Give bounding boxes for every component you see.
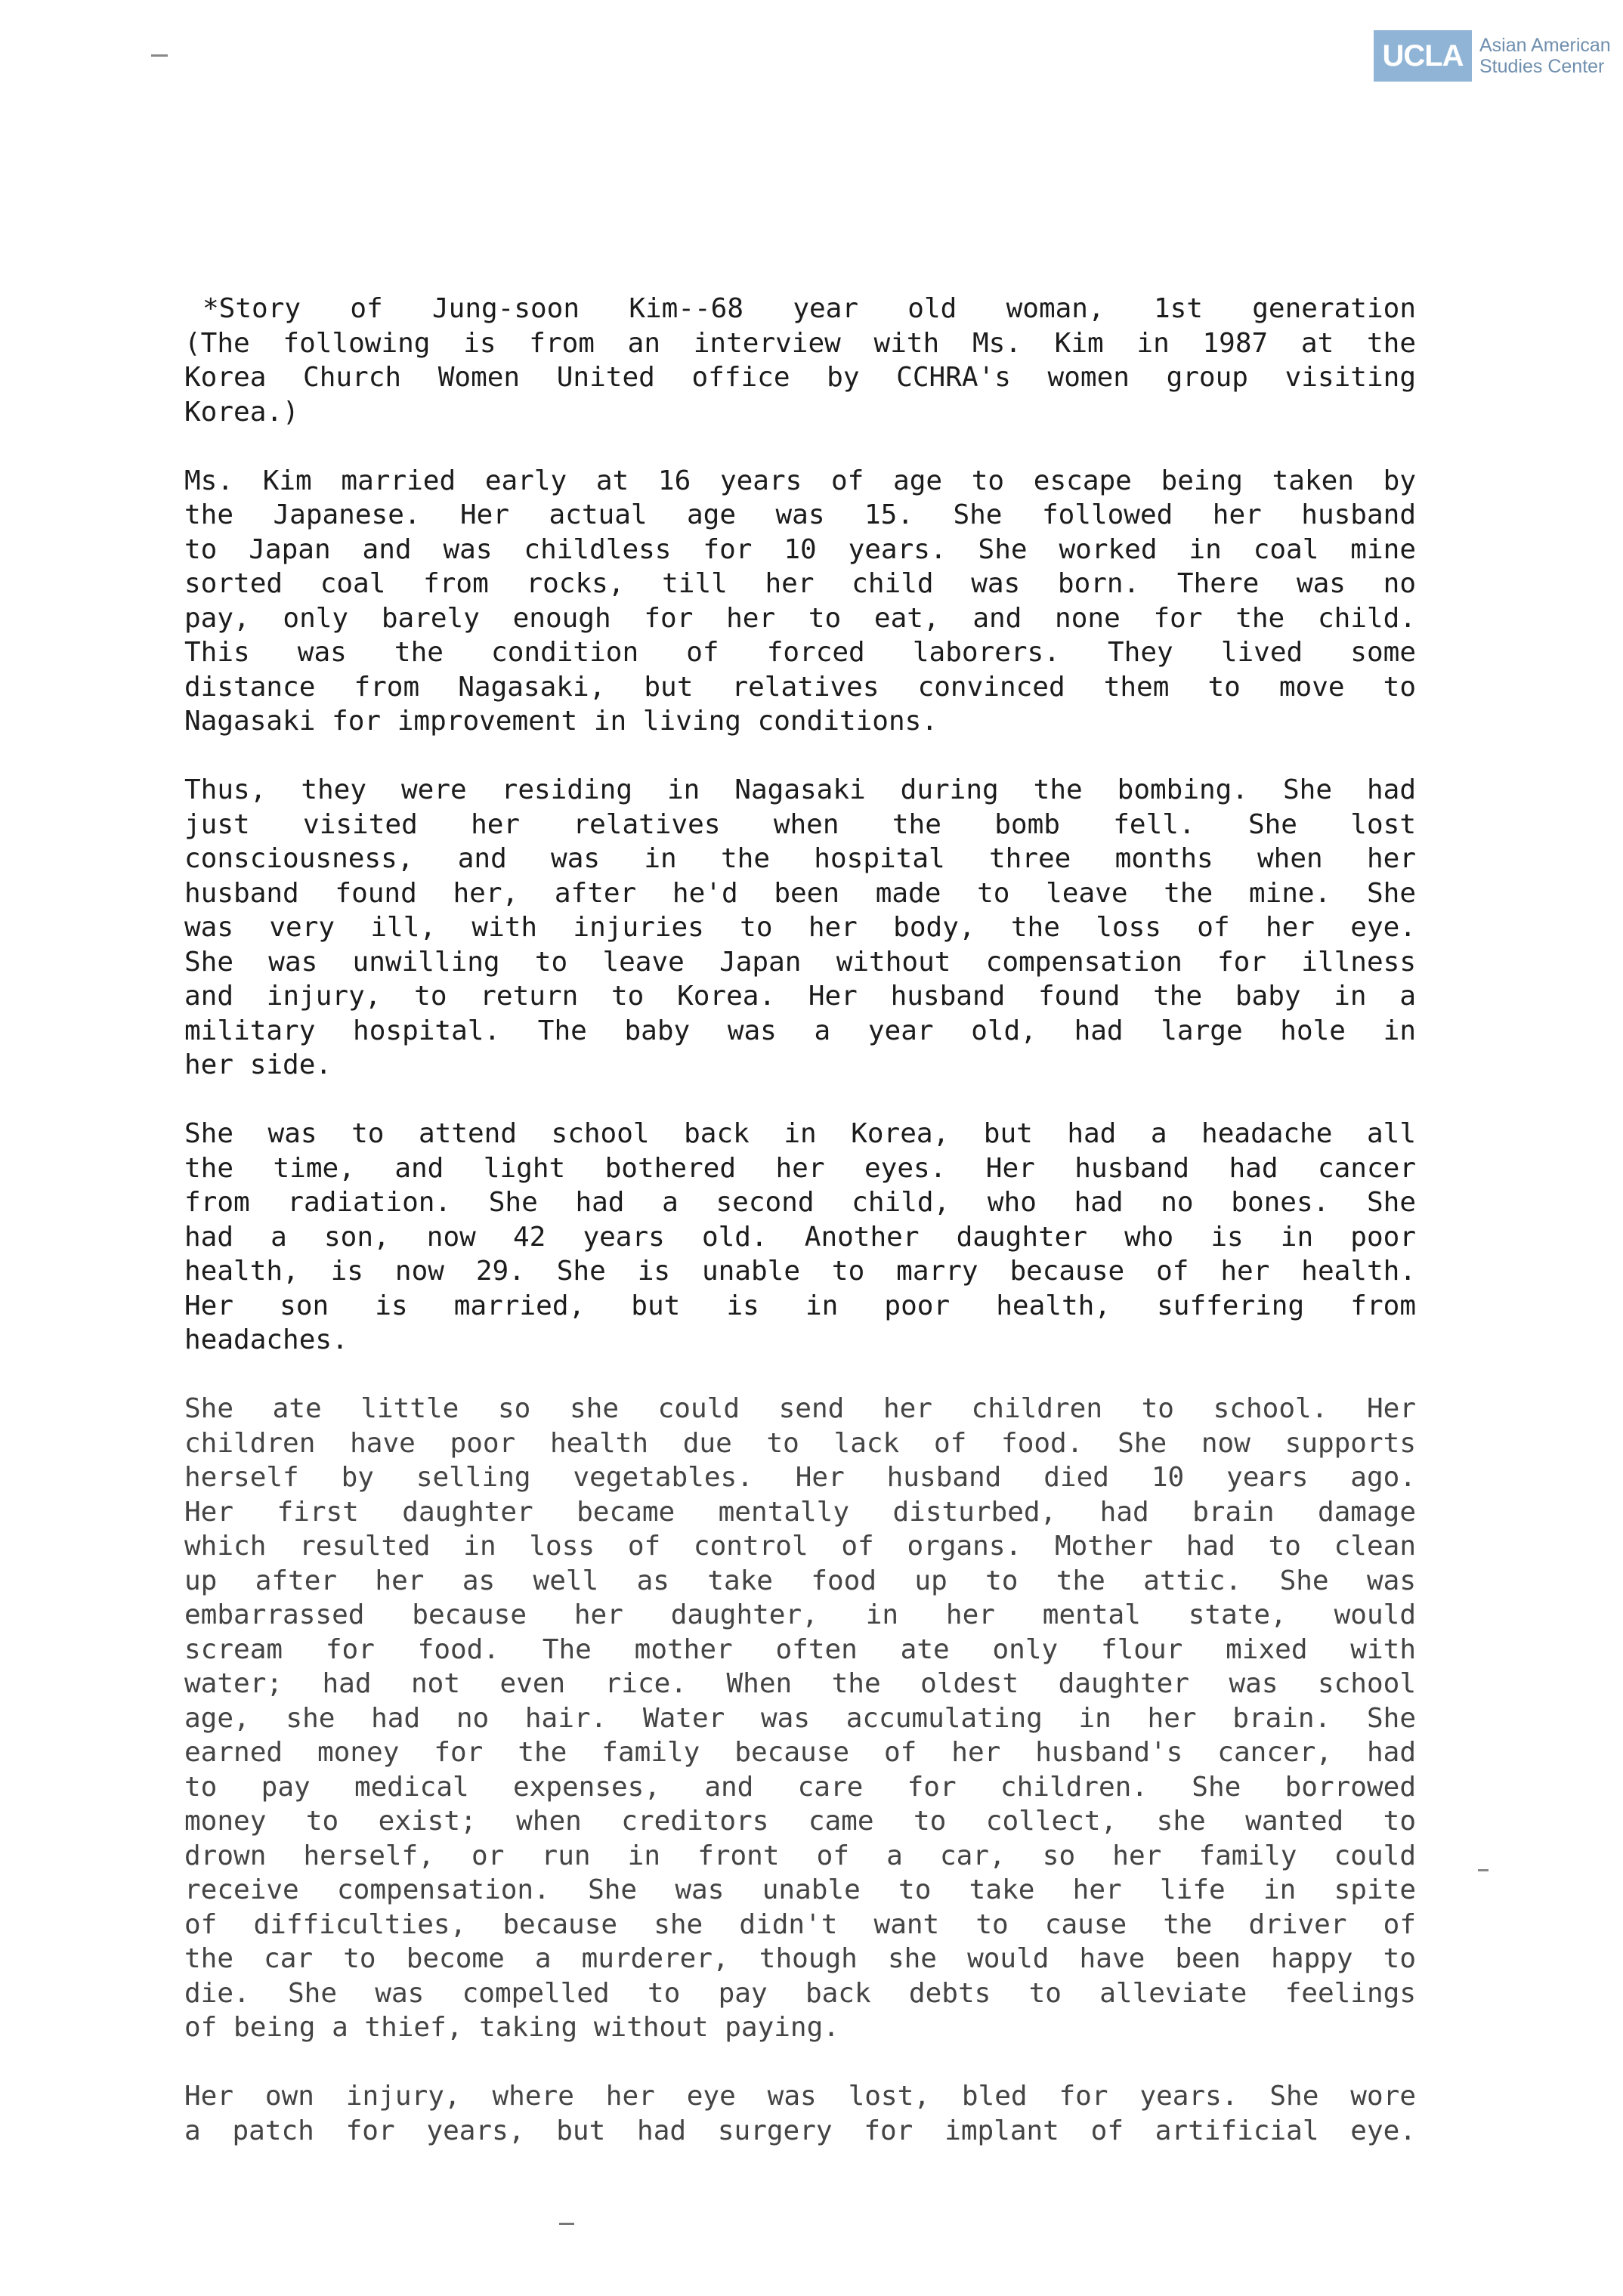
paragraph-4 bbox=[184, 1392, 1416, 2045]
text-line: *Story of Jung-soon Kim--68 year old woman, 1st generation bbox=[202, 293, 1416, 324]
text-line: her side. bbox=[184, 1049, 332, 1080]
text-line: from radiation. She had a second child, who had no bones. She bbox=[184, 1187, 1416, 1218]
text-line: just visited her relatives when the bomb fell. She lost bbox=[184, 808, 1416, 840]
logo-line-2: Studies Center bbox=[1479, 56, 1605, 77]
text-line: Her own injury, where her eye was lost, bled for years. She wore bbox=[184, 2081, 1416, 2112]
text-line: scream for food. The mother often ate only flour mixed with bbox=[184, 1633, 1416, 1665]
paragraph-5 bbox=[184, 2079, 1416, 2148]
text-line: distance from Nagasaki, but relatives convinced them to move to bbox=[184, 671, 1416, 703]
text-line: Ms. Kim married early at 16 years of age to escape being taken by bbox=[184, 465, 1416, 496]
scan-mark bbox=[151, 54, 168, 57]
text-line: of difficulties, because she didn't want to cause the driver of bbox=[184, 1908, 1416, 1940]
text-line: the Japanese. Her actual age was 15. She followed her husband bbox=[184, 499, 1416, 530]
text-line: of being a thief, taking without paying. bbox=[184, 2012, 839, 2043]
text-line: consciousness, and was in the hospital three months when her bbox=[184, 843, 1416, 874]
text-line: the time, and light bothered her eyes. Her husband had cancer bbox=[184, 1152, 1416, 1184]
text-line: She was to attend school back in Korea, but had a headache all bbox=[184, 1118, 1416, 1149]
ucla-logo bbox=[1374, 30, 1611, 82]
text-line: Nagasaki for improvement in living conditions. bbox=[184, 706, 938, 737]
text-line: husband found her, after he'd been made to leave the mine. She bbox=[184, 877, 1416, 909]
document-body bbox=[184, 292, 1416, 2183]
text-line: water; had not even rice. When the oldest daughter was school bbox=[184, 1668, 1416, 1699]
scan-mark bbox=[559, 2223, 574, 2225]
text-line: Her first daughter became mentally disturbed, had brain damage bbox=[184, 1496, 1416, 1528]
text-line: This was the condition of forced laborers. They lived some bbox=[184, 637, 1416, 668]
ucla-logo-box: UCLA bbox=[1374, 30, 1472, 82]
text-line: the car to become a murderer, though she would have been happy to bbox=[184, 1943, 1416, 1974]
text-line: to pay medical expenses, and care for children. She borrowed bbox=[184, 1771, 1416, 1803]
text-line: She was unwilling to leave Japan without compensation for illness bbox=[184, 946, 1416, 978]
text-line: age, she had no hair. Water was accumulating in her brain. She bbox=[184, 1702, 1416, 1734]
text-line: die. She was compelled to pay back debts to alleviate feelings bbox=[184, 1977, 1416, 2009]
text-line: (The following is from an interview with Ms. Kim in 1987 at the bbox=[184, 327, 1416, 359]
text-line: to Japan and was childless for 10 years. She worked in coal mine bbox=[184, 533, 1416, 565]
text-line: was very ill, with injuries to her body, the loss of her eye. bbox=[184, 912, 1416, 943]
text-line: Her son is married, but is in poor health, suffering from bbox=[184, 1290, 1416, 1321]
paragraph-1 bbox=[184, 464, 1416, 739]
text-line: Thus, they were residing in Nagasaki during the bombing. She had bbox=[184, 774, 1416, 805]
scan-mark bbox=[1478, 1869, 1489, 1871]
text-line: sorted coal from rocks, till her child was born. There was no bbox=[184, 568, 1416, 599]
paragraph-intro bbox=[184, 292, 1416, 429]
text-line: embarrassed because her daughter, in her mental state, would bbox=[184, 1599, 1416, 1630]
text-line: Korea.) bbox=[184, 396, 299, 428]
paragraph-3 bbox=[184, 1117, 1416, 1358]
text-line: drown herself, or run in front of a car, so her family could bbox=[184, 1840, 1416, 1871]
text-line: had a son, now 42 years old. Another daughter who is in poor bbox=[184, 1221, 1416, 1253]
text-line: up after her as well as take food up to the attic. She was bbox=[184, 1565, 1416, 1596]
text-line: which resulted in loss of control of organs. Mother had to clean bbox=[184, 1531, 1416, 1562]
text-line: and injury, to return to Korea. Her husband found the baby in a bbox=[184, 981, 1416, 1012]
text-line: children have poor health due to lack of food. She now supports bbox=[184, 1427, 1416, 1459]
text-line: receive compensation. She was unable to take her life in spite bbox=[184, 1874, 1416, 1905]
text-line: military hospital. The baby was a year old, had large hole in bbox=[184, 1015, 1416, 1046]
text-line: money to exist; when creditors came to collect, she wanted to bbox=[184, 1806, 1416, 1837]
paragraph-2 bbox=[184, 773, 1416, 1083]
text-line: earned money for the family because of her husband's cancer, had bbox=[184, 1737, 1416, 1768]
text-line: a patch for years, but had surgery for implant of artificial eye. bbox=[184, 2115, 1416, 2146]
text-line: She ate little so she could send her children to school. Her bbox=[184, 1393, 1416, 1424]
text-line: health, is now 29. She is unable to marry because of her health. bbox=[184, 1256, 1416, 1287]
text-line: herself by selling vegetables. Her husband died 10 years ago. bbox=[184, 1462, 1416, 1493]
ucla-logo-caption bbox=[1479, 35, 1611, 77]
logo-line-1: Asian American bbox=[1479, 35, 1611, 56]
text-line: headaches. bbox=[184, 1324, 348, 1355]
text-line: pay, only barely enough for her to eat, and none for the child. bbox=[184, 602, 1416, 634]
text-line: Korea Church Women United office by CCHRA's women group visiting bbox=[184, 362, 1416, 393]
